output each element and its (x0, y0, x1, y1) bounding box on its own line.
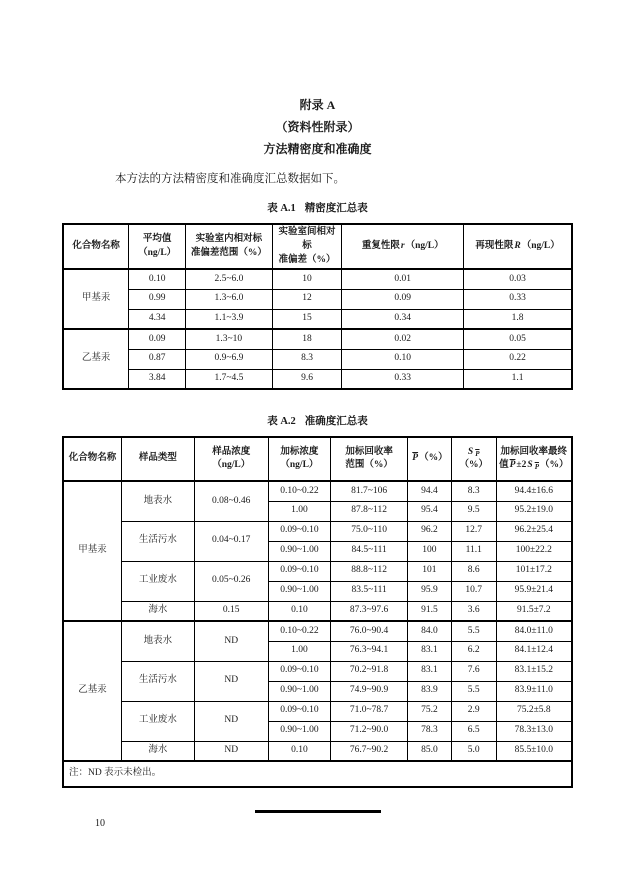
table-cell: 11.1 (451, 541, 496, 561)
table-row (63, 329, 572, 349)
table-cell: 85.5±10.0 (496, 741, 572, 761)
table-cell: 76.0~90.4 (331, 621, 408, 641)
table-cell: 100 (408, 541, 452, 561)
table-row (63, 369, 572, 389)
table-cell: 0.09~0.10 (268, 661, 331, 681)
accuracy-summary-table (62, 436, 573, 788)
table-cell: 1.8 (464, 309, 572, 329)
table-cell: 4.34 (129, 309, 186, 329)
table-cell: 75.2 (408, 701, 452, 721)
table-cell: 83.5~111 (331, 581, 408, 601)
table-note-row (63, 761, 572, 787)
table-cell: 0.90~1.00 (268, 541, 331, 561)
table-cell: 0.09~0.10 (268, 521, 331, 541)
table-cell: 2.9 (451, 701, 496, 721)
table-cell: 0.01 (342, 269, 464, 289)
table-cell: 0.10~0.22 (268, 621, 331, 641)
table-row (63, 561, 572, 581)
table-cell: 0.90~1.00 (268, 681, 331, 701)
table-cell: 0.87 (129, 349, 186, 369)
table-cell: 75.0~110 (331, 521, 408, 541)
page-content (62, 94, 573, 788)
appendix-title: 方法精密度和准确度 (263, 142, 372, 156)
table2-caption-title: 准确度汇总表 (304, 416, 368, 428)
sample-conc-cell: ND (194, 701, 268, 741)
table-row (63, 481, 572, 501)
table-row (63, 289, 572, 309)
table-cell: 85.0 (408, 741, 452, 761)
table-cell: 6.2 (451, 641, 496, 661)
sample-type-cell: 工业废水 (122, 561, 195, 601)
table-cell: 0.10 (129, 269, 186, 289)
table-row (63, 349, 572, 369)
table-cell: 3.6 (451, 601, 496, 621)
compound-cell: 乙基汞 (63, 329, 129, 389)
table-row (63, 601, 572, 621)
sample-type-cell: 工业废水 (122, 701, 195, 741)
table-cell: 84.1±12.4 (496, 641, 572, 661)
table-cell: 95.9±21.4 (496, 581, 572, 601)
sample-conc-cell: ND (194, 741, 268, 761)
table-header-row (63, 224, 572, 269)
table-cell: 0.33 (464, 289, 572, 309)
table-cell: 8.6 (451, 561, 496, 581)
table-cell: 8.3 (272, 349, 342, 369)
table-cell: 88.8~112 (331, 561, 408, 581)
table-cell: 100±22.2 (496, 541, 572, 561)
col-header-inter-rsd: 实验室间相对标 准偏差（%） (272, 224, 342, 269)
table-cell: 84.0 (408, 621, 452, 641)
table-row (63, 661, 572, 681)
col-header-mean: 平均值 （ng/L） (129, 224, 186, 269)
table-cell: 0.90~1.00 (268, 581, 331, 601)
col-header-intra-rsd: 实验室内相对标 准偏差范围（%） (186, 224, 273, 269)
table-cell: 81.7~106 (331, 481, 408, 501)
col-header-compound: 化合物名称 (63, 224, 129, 269)
table-cell: 70.2~91.8 (331, 661, 408, 681)
table-cell: 91.5±7.2 (496, 601, 572, 621)
appendix-type: （资料性附录） (275, 120, 360, 134)
table-cell: 1.3~6.0 (186, 289, 273, 309)
table-cell: 0.10 (342, 349, 464, 369)
col-header-p-bar: $\overline{P}(\%)$ (408, 437, 452, 481)
table-cell: 0.90~1.00 (268, 721, 331, 741)
table-row (63, 269, 572, 289)
table-cell: 76.3~94.1 (331, 641, 408, 661)
table-header-row (63, 437, 572, 481)
sample-type-cell: 生活污水 (122, 661, 195, 701)
col-header-repeatability-limit: 重复性限r（ng/L） (342, 224, 464, 269)
table-cell: 0.10~0.22 (268, 481, 331, 501)
end-of-document-rule (255, 810, 381, 813)
table-cell: 71.2~90.0 (331, 721, 408, 741)
table-row (63, 741, 572, 761)
table-cell: 83.1 (408, 661, 452, 681)
table-cell: 83.9±11.0 (496, 681, 572, 701)
compound-cell: 甲基汞 (63, 481, 122, 621)
table-cell: 0.9~6.9 (186, 349, 273, 369)
col-header-compound: 化合物名称 (63, 437, 122, 481)
col-header-sample-type: 样品类型 (122, 437, 195, 481)
sample-conc-cell: 0.15 (194, 601, 268, 621)
table-cell: 12 (272, 289, 342, 309)
table-row (63, 309, 572, 329)
table-cell: 1.00 (268, 641, 331, 661)
table-cell: 6.5 (451, 721, 496, 741)
table-cell: 0.22 (464, 349, 572, 369)
table-cell: 101 (408, 561, 452, 581)
table-cell: 3.84 (129, 369, 186, 389)
table-cell: 84.5~111 (331, 541, 408, 561)
table-cell: 12.7 (451, 521, 496, 541)
table-cell: 0.10 (268, 601, 331, 621)
col-header-spike-conc: 加标浓度 （ng/L） (268, 437, 331, 481)
appendix-label: 附录 A (299, 98, 336, 112)
table1-caption (62, 203, 573, 215)
table-row (63, 701, 572, 721)
intro-paragraph: 本方法的方法精密度和准确度汇总数据如下。 (115, 173, 345, 185)
col-header-recovery-range: 加标回收率 范围（%） (331, 437, 408, 481)
table-cell: 1.00 (268, 501, 331, 521)
col-header-reproducibility-limit: 再现性限R（ng/L） (464, 224, 572, 269)
table-cell: 9.5 (451, 501, 496, 521)
sample-type-cell: 生活污水 (122, 521, 195, 561)
table-cell: 87.3~97.6 (331, 601, 408, 621)
table-cell: 71.0~78.7 (331, 701, 408, 721)
sample-conc-cell: ND (194, 621, 268, 661)
table-cell: 15 (272, 309, 342, 329)
table-cell: 0.09 (129, 329, 186, 349)
table-cell: 96.2±25.4 (496, 521, 572, 541)
table-note: 注：ND 表示未检出。 (63, 761, 572, 787)
table-cell: 1.7~4.5 (186, 369, 273, 389)
table-cell: 9.6 (272, 369, 342, 389)
table-cell: 18 (272, 329, 342, 349)
table-cell: 75.2±5.8 (496, 701, 572, 721)
table-cell: 96.2 (408, 521, 452, 541)
col-header-s-pbar: S $_{\overline{P}}$（%） (451, 437, 496, 481)
sample-type-cell: 海水 (122, 601, 195, 621)
table-cell: 94.4±16.6 (496, 481, 572, 501)
table-cell: 2.5~6.0 (186, 269, 273, 289)
table-cell: 5.5 (451, 681, 496, 701)
sample-type-cell: 地表水 (122, 621, 195, 661)
table-row (63, 521, 572, 541)
table-cell: 0.02 (342, 329, 464, 349)
page-number: 10 (95, 818, 105, 829)
table-cell: 10 (272, 269, 342, 289)
table-cell: 95.2±19.0 (496, 501, 572, 521)
table-cell: 0.09 (342, 289, 464, 309)
table-cell: 78.3±13.0 (496, 721, 572, 741)
table-cell: 95.4 (408, 501, 452, 521)
table-cell: 1.3~10 (186, 329, 273, 349)
compound-cell: 甲基汞 (63, 269, 129, 329)
table-cell: 83.9 (408, 681, 452, 701)
sample-conc-cell: 0.08~0.46 (194, 481, 268, 521)
table-cell: 7.6 (451, 661, 496, 681)
table-cell: 74.9~90.9 (331, 681, 408, 701)
table2-caption-label: 表 A.2 (267, 416, 296, 428)
table-cell: 91.5 (408, 601, 452, 621)
sample-conc-cell: 0.04~0.17 (194, 521, 268, 561)
table-cell: 8.3 (451, 481, 496, 501)
table-cell: 95.9 (408, 581, 452, 601)
table1-caption-title: 精密度汇总表 (304, 203, 368, 214)
table-cell: 5.5 (451, 621, 496, 641)
table-cell: 0.10 (268, 741, 331, 761)
table-cell: 94.4 (408, 481, 452, 501)
table-cell: 10.7 (451, 581, 496, 601)
table2-caption (62, 416, 573, 428)
table-cell: 1.1 (464, 369, 572, 389)
table-cell: 0.34 (342, 309, 464, 329)
sample-conc-cell: 0.05~0.26 (194, 561, 268, 601)
table-cell: 0.33 (342, 369, 464, 389)
table-cell: 0.09~0.10 (268, 561, 331, 581)
sample-conc-cell: ND (194, 661, 268, 701)
table-cell: 101±17.2 (496, 561, 572, 581)
table-cell: 76.7~90.2 (331, 741, 408, 761)
table-cell: 0.99 (129, 289, 186, 309)
table-cell: 5.0 (451, 741, 496, 761)
sample-type-cell: 地表水 (122, 481, 195, 521)
table-cell: 78.3 (408, 721, 452, 741)
precision-summary-table (62, 223, 573, 390)
table-cell: 0.03 (464, 269, 572, 289)
table-cell: 0.05 (464, 329, 572, 349)
col-header-sample-conc: 样品浓度 （ng/L） (194, 437, 268, 481)
table1-caption-label: 表 A.1 (267, 203, 296, 214)
sample-type-cell: 海水 (122, 741, 195, 761)
table-row (63, 621, 572, 641)
table-cell: 1.1~3.9 (186, 309, 273, 329)
table-cell: 83.1 (408, 641, 452, 661)
table-cell: 84.0±11.0 (496, 621, 572, 641)
table-cell: 0.09~0.10 (268, 701, 331, 721)
table-cell: 87.8~112 (331, 501, 408, 521)
compound-cell: 乙基汞 (63, 621, 122, 761)
table-cell: 83.1±15.2 (496, 661, 572, 681)
col-header-final-recovery: 加标回收率最终 值$\overline{P}\pm 2S$ $_{\overline{P}}$（%） (496, 437, 572, 481)
